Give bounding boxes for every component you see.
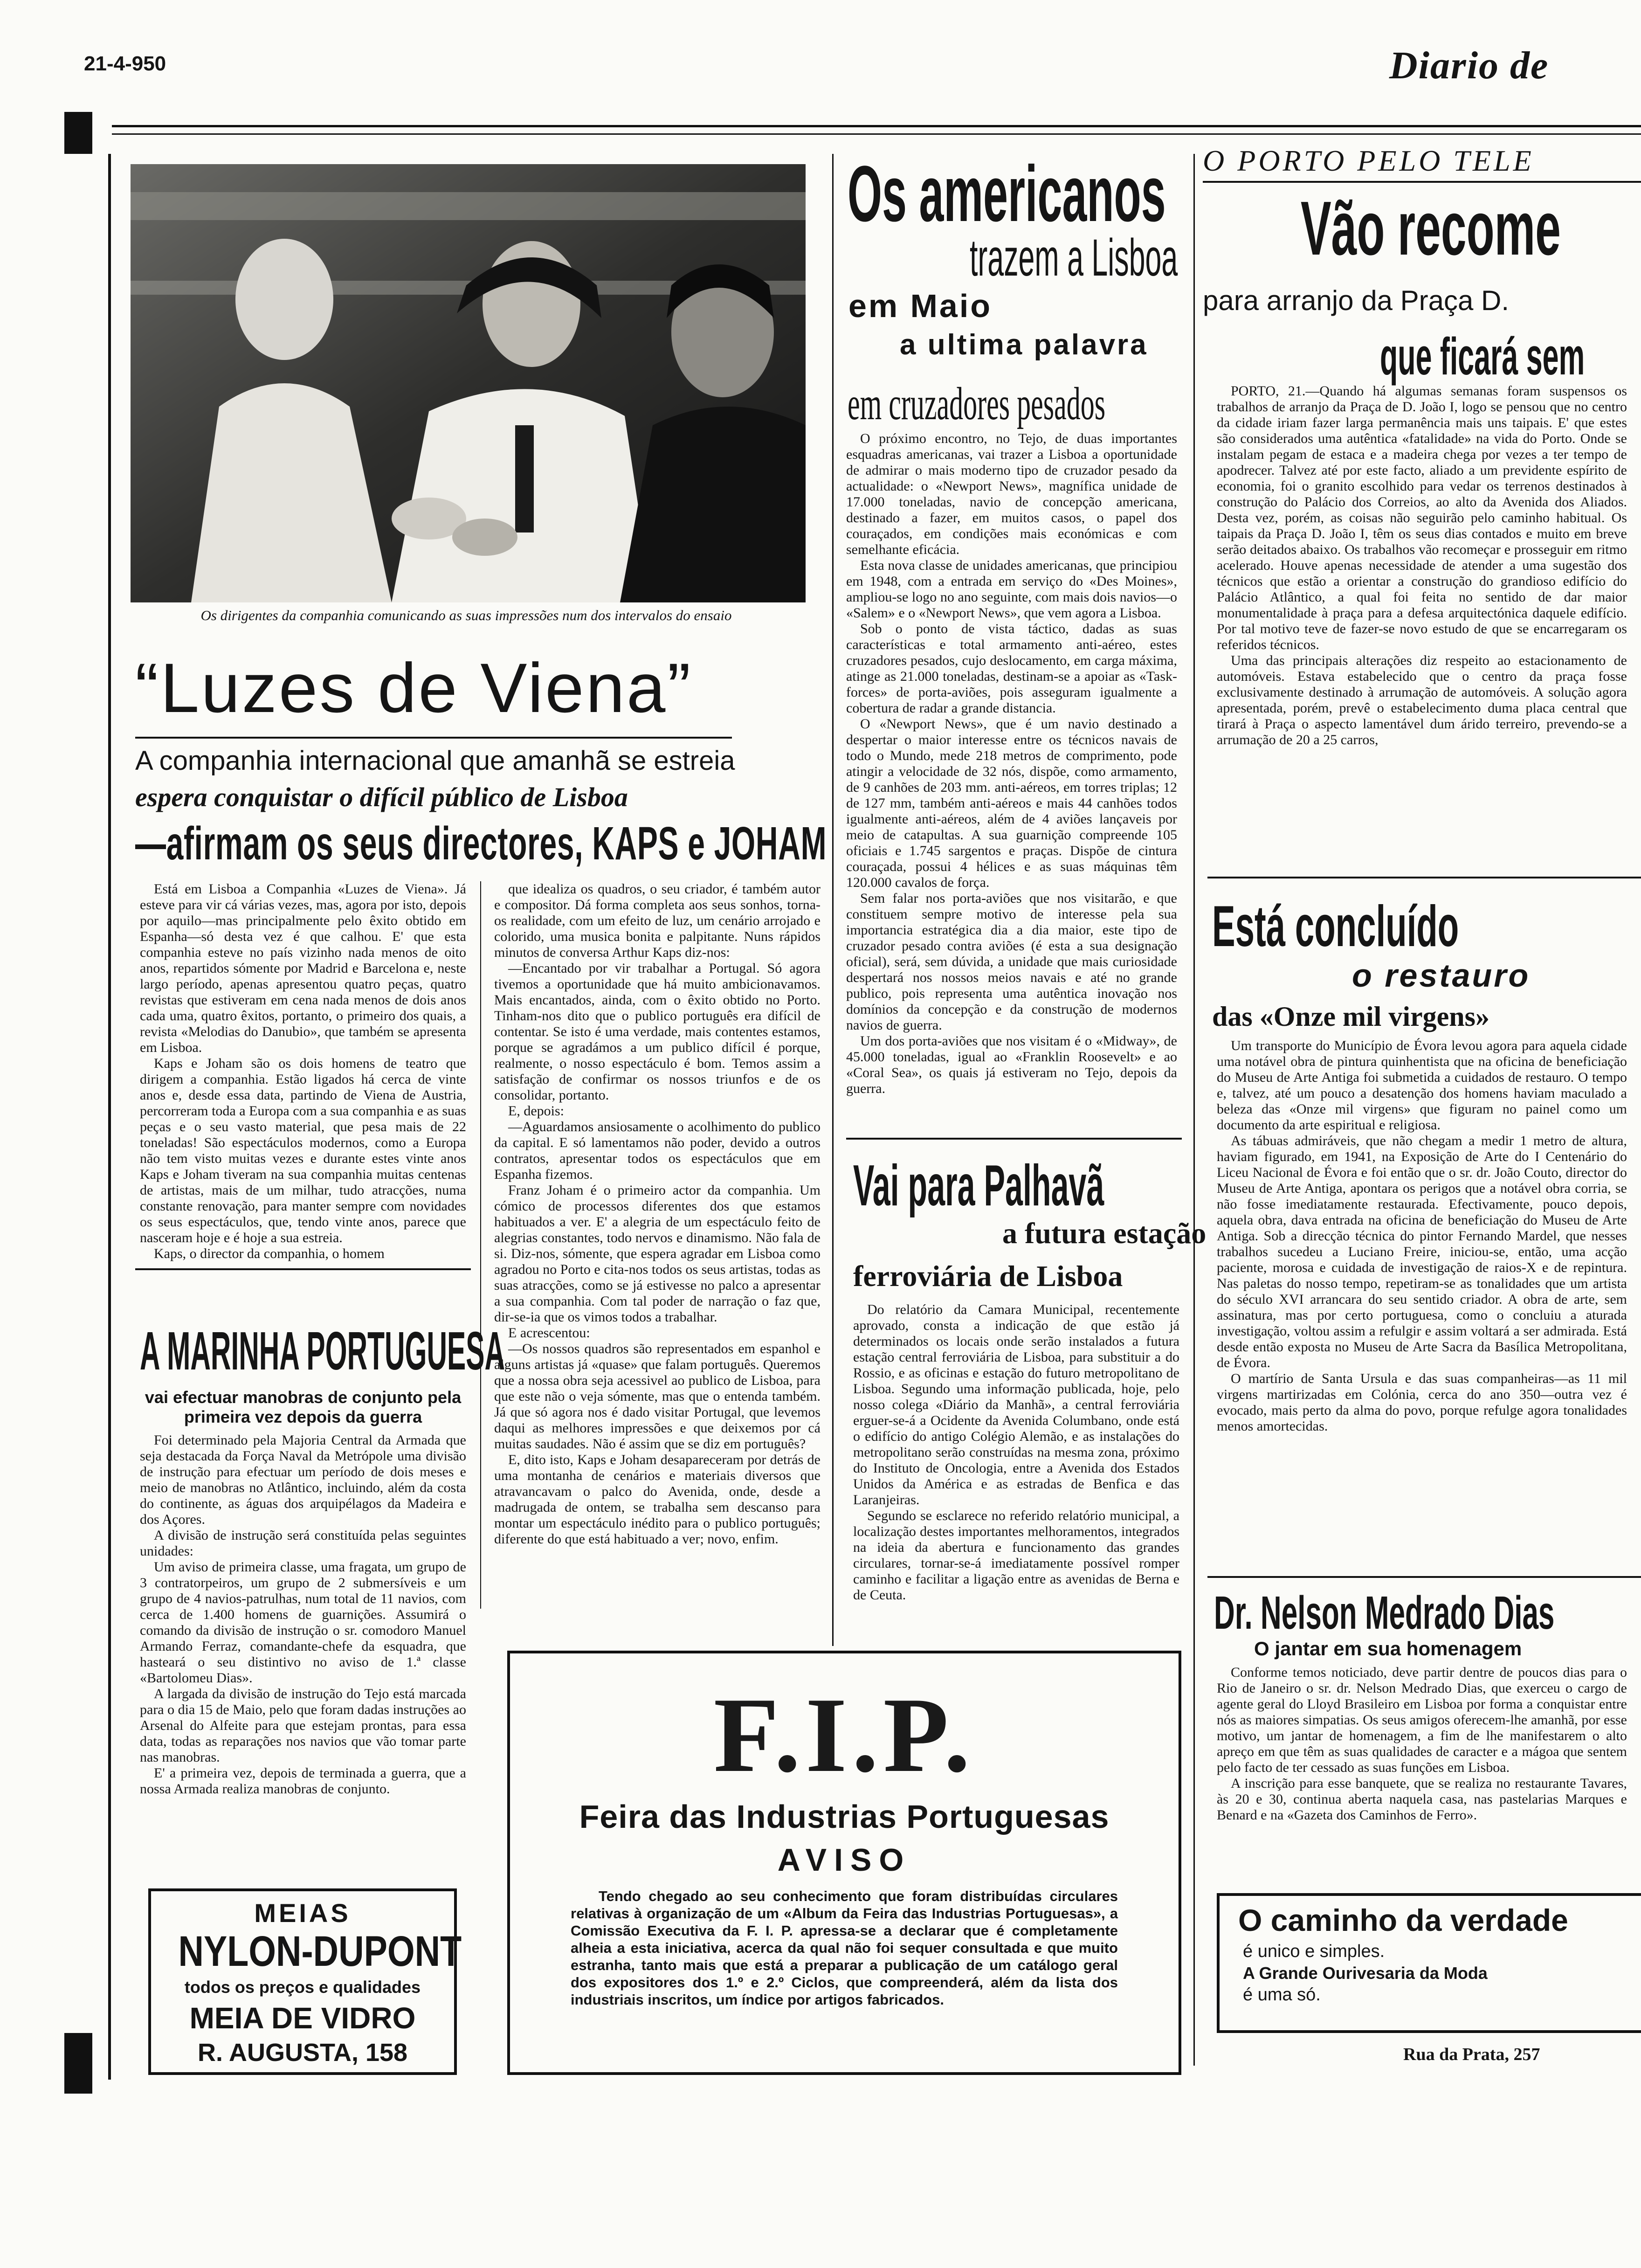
luzes-paragraph: —Encantado por vir trabalhar a Portugal. Só agora tivemos a oportunidade que há muito ambicionavamos. Mais encantados, ainda, com o êxito obtido no Porto. Tinham-nos dito que o publico português era difícil de contentar. Se isto é uma verdade, mais contentes estamos, porque se agradámos a um publico difícil é porque, realmente, o nosso espectáculo é bom. Temos assim a satisfação de confirmar os nossos triunfos e de os consolidar, portanto. (494, 961, 820, 1103)
marinha-paragraph: Foi determinado pela Majoria Central da Armada que seja destacada da Força Naval da Metrópole uma divisão de instrução para efectuar um período de dois meses e meio de manobras no Atlântico, incluindo, além da costa do continente, as águas dos arquipélagos da Madeira e dos Açores. (140, 1432, 466, 1527)
americanos-paragraph: O «Newport News», que é um navio destinado a despertar o maior interesse entre os técnicos navais de todo o Mundo, mede 218 metros de comprimento, pode atingir a velocidade de 32 nós, dispõe, como armamento, de 9 canhões de 203 mm. anti-aéreos, em torres triplas; 12 de 127 mm, também anti-aéreos e mais 44 canhões todos igualmente anti-aéreos, além de 4 aviões lançaveis por meio de catapultas. A sua guarnição compreende 105 oficiais e 1.745 sargentos e praças. Dispõe de cintura couraçada, possui 4 hélices e as suas máquinas têm 120.000 cavalos de força. (846, 716, 1177, 890)
medrado-h2: O jantar em sua homenagem (1254, 1638, 1522, 1660)
marinha-paragraph: E' a primeira vez, depois de terminada a guerra, que a nossa Armada realiza manobras de conjunto. (140, 1765, 466, 1797)
caminho-ad (1217, 1893, 1641, 2033)
palhava-h2: a futura estação (1002, 1217, 1207, 1250)
americanos-h2: trazem a Lisboa (970, 228, 1178, 287)
fip-logo: F.I.P. (713, 1675, 975, 1794)
luzes-paragraph: Está em Lisboa a Companhia «Luzes de Viena». Já esteve para vir cá várias vezes, mas, agora por isto, depois por aquilo—mas principalmente pelo êxito obtido em Espanha—só desta vez é que calhou. E' que esta companhia esteve no país vizinho nada menos de oito anos, repartidos sómente por Madrid e Barcelona e, neste largo período, apenas apresentou quatro peças, quatro revistas que estiveram em cena nada menos de dois anos cada uma, quatro êxitos, portanto, o primeiro dos quais, a revista «Melodias do Danubio», que também se apresenta em Lisboa. (140, 881, 466, 1055)
virgens-body (1217, 1038, 1627, 1434)
americanos-h1: Os americanos (848, 150, 1166, 238)
rehearsal-photo (131, 164, 806, 602)
luzes-paragraph: que idealiza os quadros, o seu criador, é também autor e compositor. Dá forma completa aos seus sonhos, torna-os realidade, com um efeito de luz, um cenário arrojado e colorido, uma musica bonita e palpitante. Nuns rápidos minutos de conversa Arthur Kaps diz-nos: (494, 881, 820, 960)
left-border-line (108, 154, 111, 2080)
luzes-deck-1: A companhia internacional que amanhã se estreia (135, 746, 735, 776)
caminho-ad-address: Rua da Prata, 257 (1403, 2045, 1540, 2064)
porto-h2: para arranjo da Praça D. (1203, 285, 1510, 316)
medrado-paragraph: Conforme temos noticiado, deve partir dentre de poucos dias para o Rio de Janeiro o sr. dr. Nelson Medrado Dias, que exerceu o cargo de agente geral do Lloyd Brasileiro em Lisboa por forma a conquistar entre nós as maiores simpatias. Os seus amigos oferecem-lhe amanhã, por esse motivo, um jantar de homenagem, a fim de lhe manifestarem o alto apreço em que têm as suas qualidades de caracter e a mágoa que sentem pelo facto de ter cessado as suas funções em Lisboa. (1217, 1665, 1627, 1775)
luzes-column-1 (140, 881, 466, 1262)
fip-ad (507, 1651, 1181, 2075)
luzes-paragraph: E acrescentou: (508, 1325, 590, 1341)
masthead: Diario de (1389, 44, 1549, 87)
caminho-ad-line3: é uma só. (1243, 1985, 1321, 2005)
virgens-h3: das «Onze mil virgens» (1212, 1001, 1489, 1032)
marinha-paragraph: A largada da divisão de instrução do Tejo está marcada para o dia 15 de Maio, pelo que foram dadas instruções ao Arsenal do Alfeite para que estejam prontas, para essa data, todas as reparações nos navios que vão tomar parte nas manobras. (140, 1686, 466, 1765)
luzes-headline-rule (135, 737, 732, 739)
luzes-paragraph: Kaps e Joham são os dois homens de teatro que dirigem a companhia. Estão ligados há cerca de vinte anos e, desde essa data, partindo de Viena de Austria, percorreram toda a Europa com a sua companhia e as suas peças e o seu vasto material, que pesa mais de 22 toneladas! São espectáculos modernos, como a Europa não tem visto muitas vezes e durante estes vinte anos Kaps e Joham tiveram na sua companhia muitas centenas de artistas, mais de um milhar, tudo atracções, numa constante renovação, para manter sempre com novidades os seus espectáculos, que, tendo vinte anos, parece que nasceram hoje e é hoje a sua estreia. (140, 1056, 466, 1245)
header-rule-top (112, 125, 1641, 127)
fip-aviso: AVISO (777, 1842, 911, 1878)
porto-paragraph: PORTO, 21.—Quando há algumas semanas foram suspensos os trabalhos de arranjo da Praça de D. João I, logo se pensou que no centro da cidade iriam fazer larga permanência mais uns taipais. E' que estes são considerados uma autêntica «fatalidade» na vida do Porto. Onde se instalam pegam de estaca e a madeira chega por vezes a ter tempo de apodrecer. Talvez até por este facto, aliado a um previdente espírito de economia, foi o granito escolhido para vedar os terrenos destinados à construção do Palácio dos Correios, ao alto da Avenida dos Aliados. Desta vez, porém, as coisas não seguirão pelo caminho habitual. Os taipais da Praça D. João I, têm os seus dias contados e muito em breve serão deitados abaixo. Os trabalhos vão recomeçar e prosseguir em ritmo acelerado. Houve apenas necessidade de atender a uma sugestão dos técnicos que estão a orientar a construção do grandioso edifício do Palácio Atlântico, a qual foi feita no sentido de dar maior monumentalidade à praça para a defesa arquitectónica daquele edifício. Por tal motivo teve de fazer-se novo estudo de que se encarregaram os referidos técnicos. (1217, 383, 1627, 652)
luzes-column-divider (480, 881, 481, 1609)
luzes-deck-3: —afirmam os seus directores, KAPS e JOHAM (135, 817, 827, 870)
virgens-paragraph: As tábuas admiráveis, que não chegam a medir 1 metro de altura, haviam figurado, em 1941, na Exposição de Arte do I Centenário do Liceu Nacional de Évora e foi então que o sr. dr. João Couto, director do Museu de Arte Antiga, apontara os perigos que a notável obra corria, se não fosse imediatamente restaurada. Efectivamente, pouco depois, aquela obra, dava entrada na oficina de beneficiação do Museu de Arte Antiga. Sob a direcção técnica do pintor Fernando Mardel, que nesses trabalhos sucedeu a Luciano Freire, iniciou-se, então, uma acção paciente, morosa e cuidada de investigação de raios-X e de repintura. Nas paletas do nosso tempo, repetiram-se as tonalidades que um artista do século XVI arrancara do seu sentido criador. A obra de arte, sem assinatura, mas por certo portuguesa, como o concluiu a aturada investigação, voltou assim a refulgir e assim voltará a ser admirada. Está desde então exposta no Museu de Arte Sacra da Basílica Metropolitana, de Évora. (1217, 1133, 1627, 1370)
luzes-paragraph: E, dito isto, Kaps e Joham desapareceram por detrás de uma montanha de cenários e materiais diversos que atravancavam o palco do Avenida, onde, desde a madrugada de ontem, se trabalha sem descanso para montar um espectáculo inédito para o publico português; diferente do que está habituado a ver; novo, enfim. (494, 1452, 820, 1547)
porto-paragraph: Uma das principais alterações diz respeito ao estacionamento de automóveis. Estava estabelecido que o centro da praça fosse exclusivamente destinado à arrumação de automóveis. A solução agora apresentada, porém, prevê o estabelecimento duma placa central que tirará à Praça o aspecto lamentável dum árido terreiro, prevendo-se a arrumação de 20 a 25 carros, (1217, 653, 1627, 747)
americanos-h3: em Maio (848, 288, 993, 324)
luzes-column-2 (494, 881, 820, 1547)
virgens-top-rule (1207, 877, 1641, 878)
virgens-h2: o restauro (1352, 957, 1531, 994)
americanos-paragraph: Sem falar nos porta-aviões que nos visitarão, e que constituem sempre motivo de interesse pela sua importancia estratégica dia a dia maior, este tipo de cruzador pesado contra aviões (é esta a sua designação oficial), será, sem dúvida, a unidade que mais curiosidade despertará nos nossos meios navais e até no grande publico, pois representa uma autêntica inovação nos domínios da concepção e da construção de modernos navios de guerra. (846, 891, 1177, 1033)
medrado-paragraph: A inscrição para esse banquete, que se realiza no restaurante Tavares, às 20 e 30, continua aberta naquela casa, nas pastelarias Marques e Benard e na «Gazeta dos Caminhos de Ferro». (1217, 1776, 1627, 1823)
luzes-paragraph: —Aguardamos ansiosamente o acolhimento do publico da capital. E só lamentamos não poder, devido a outros contratos, apresentar todos os espectáculos que em Espanha fizemos. (494, 1119, 820, 1182)
header-rule-bottom (112, 133, 1641, 135)
americanos-h4: a ultima palavra (900, 329, 1148, 361)
photo-caption: Os dirigentes da companhia comunicando as suas impressões num dos intervalos do ensaio (200, 607, 732, 623)
column-rule-1 (832, 154, 834, 1646)
medrado-top-rule (1207, 1576, 1641, 1578)
luzes-paragraph: Franz Joham é o primeiro actor da companhia. Um cómico de processos diferentes dos que estamos habituados a ver. E' a alegria de um espectáculo feito de alegrias constantes, todo nervos e dinamismo. Não fala de si. Diz-nos, sómente, que espera agradar em Lisboa como agradou no Porto e cita-nos todos os seus artistas, todas as suas atracções, como se já estivesse no palco a apresentar a sua companhia. Com tal poder de narração o faz que, dir-se-ia que os vimos todos a trabalhar. (494, 1182, 820, 1325)
americanos-paragraph: Esta nova classe de unidades americanas, que principiou em 1948, com a entrada em serviço do «Des Moines», ampliou-se logo no ano seguinte, com mais dois navios—o «Salem» e o «Newport News», que vem agora a Lisboa. (846, 558, 1177, 621)
luzes-headline: “Luzes de Viena” (135, 649, 693, 727)
palhava-h3: ferroviária de Lisboa (853, 1259, 1123, 1293)
marinha-subhead: vai efectuar manobras de conjunto pela primeira vez depois da guerra (145, 1388, 462, 1426)
luzes-deck-2: espera conquistar o difícil público de Lisboa (135, 782, 628, 812)
americanos-paragraph: Um dos porta-aviões que nos visitam é o «Midway», de 45.000 toneladas, igual ao «Franklin Roosevelt» e ao «Coral Sea», os quais já estiveram no Tejo, depois da guerra. (846, 1033, 1177, 1096)
marinha-paragraph: A divisão de instrução será constituída pelas seguintes unidades: (140, 1528, 466, 1559)
porto-h1: Vão recome (1301, 186, 1561, 271)
virgens-paragraph: Um transporte do Município de Évora levou agora para aquela cidade uma notável obra de pintura quinhentista que na oficina de beneficiação do Museu de Arte Antiga foi submetida a cuidados de restauro. O tempo e, talvez, até um pouco a desatenção dos homens haviam maculado a beleza das «Onze mil virgens» que figuram no painel como um documento da arte espiritual e religiosa. (1217, 1038, 1627, 1133)
americanos-h5: em cruzadores pesados (848, 378, 1106, 429)
fip-notice: Tendo chegado ao seu conhecimento que foram distribuídas circulares relativas à organização de um «Album da Feira das Industrias Portuguesas», a Comissão Executiva da F. I. P. apressa-se a declarar que é completamente alheia a esta iniciativa, acerca da qual não foi sequer consultada e que muito estranha, tanto mais que está a preparar a publicação de um catálogo geral dos expositores dos 1.º e 2.º Ciclos, que compreenderá, além da lista dos industriais inscritos, um índice por artigos fabricados. (571, 1888, 1118, 2008)
medrado-body (1217, 1665, 1627, 1823)
palhava-h1: Vai para Palhavã (853, 1154, 1104, 1218)
porto-h3: que ficará sem (1380, 327, 1585, 386)
luzes-paragraph: —Os nossos quadros são representados em espanhol e alguns artistas já «quase» que falam português. Queremos que a nossa obra seja acessivel ao publico de Lisboa, para que este não o veja sómente, mas que o entenda também. Já que só agora nos é dado visitar Portugal, que levemos daqui as melhores impressões e que deixemos por cá muitas saudades. Não é assim que se diz em português? (494, 1341, 820, 1452)
palhava-paragraph: Do relatório da Camara Municipal, recentemente aprovado, consta a indicação de que estão já determinados os locais onde serão instalados a futura estação central ferroviária de Lisboa, para substituir a do Rossio, e as oficinas e estação do futuro metropolitano de Lisboa. Segundo uma informação publicada, hoje, pelo nosso colega «Diário da Manhã», a central ferroviária erguer-se-á a Ocidente da Avenida Columbano, onde está o edifício do antigo Colégio Alemão, e as instalações do metropolitano serão construídas na mesma zona, próximo do Instituto de Oncologia, entre a Avenida dos Estados Unidos da América e as estradas de Benfica e das Laranjeiras. (853, 1302, 1179, 1507)
virgens-h1: Está concluído (1212, 894, 1459, 959)
meias-ad-line3: todos os preços e qualidades (184, 1978, 421, 1997)
meias-ad-line1: MEIAS (254, 1898, 351, 1928)
porto-body (1217, 383, 1627, 748)
marinha-body (140, 1432, 466, 1797)
caminho-ad-title: O caminho da verdade (1238, 1903, 1568, 1937)
meias-ad-line5: R. AUGUSTA, 158 (197, 2039, 408, 2067)
medrado-h1: Dr. Nelson Medrado Dias (1214, 1587, 1555, 1639)
caminho-ad-line2: A Grande Ourivesaria da Moda (1243, 1964, 1488, 1983)
caminho-ad-line1: é unico e simples. (1243, 1942, 1385, 1961)
marinha-headline: A MARINHA PORTUGUESA (140, 1321, 505, 1381)
marinha-paragraph: Um aviso de primeira classe, uma fragata, um grupo de 3 contratorpeiros, um grupo de 2 submersíveis e um grupo de 4 navios-patrulhas, num total de 11 navios, com cerca de 1.400 homens de guarnições. Assumirá o comando da divisão de instrução o sr. comodoro Manuel Armando Ferraz, comandante-chefe da esquadra, que hasteará o seu distintivo no aviso de 1.ª classe «Bartolomeu Dias». (140, 1559, 466, 1686)
palhava-paragraph: Segundo se esclarece no referido relatório municipal, a localização destes importantes melhoramentos, integrados na ideia da abertura e funcionamento das grandes circulares, tornar-se-á imediatamente possível romper caminho e facilitar a ligação entre as avenidas de Berna e de Ceuta. (853, 1508, 1179, 1603)
column-rule-2 (1193, 154, 1195, 2066)
porto-kicker: O PORTO PELO TELE (1203, 144, 1534, 177)
porto-kicker-rule (1203, 181, 1641, 183)
palhava-body (853, 1302, 1179, 1603)
meias-ad-line4: MEIA DE VIDRO (189, 2001, 416, 2035)
americanos-body (846, 431, 1177, 1097)
fip-title: Feira das Industrias Portuguesas (579, 1798, 1110, 1835)
palhava-top-rule (846, 1138, 1182, 1140)
meias-ad (148, 1888, 462, 2075)
luzes-paragraph: Kaps, o director da companhia, o homem (154, 1246, 385, 1261)
meias-ad-line2: NYLON-DUPONT (178, 1928, 462, 1975)
americanos-paragraph: O próximo encontro, no Tejo, de duas importantes esquadras americanas, vai trazer a Lisboa a oportunidade de admirar o mais moderno tipo de cruzador pesado da actualidade: o «Newport News», magnífica unidade de 17.000 toneladas, navio de concepção americana, destinado a fazer, em muitos casos, o papel dos couraçados, em condições mais económicas e com semelhante eficácia. (846, 431, 1177, 557)
left-margin-bar (64, 112, 92, 154)
marinha-top-rule (135, 1268, 471, 1270)
page-date: 21-4-950 (84, 52, 166, 75)
virgens-paragraph: O martírio de Santa Ursula e das suas companheiras—as 11 mil virgens martirizadas em Colónia, cerca do ano 350—outra vez é evocado, mais perto da alma do povo, porque refulge agora tonalidades menos amortecidas. (1217, 1371, 1627, 1434)
americanos-paragraph: Sob o ponto de vista táctico, dadas as suas características e total armamento anti-aéreo, estes cruzadores pesados, cujo deslocamento, em carga máxima, atinge as 21.000 toneladas, destinam-se a apoiar as «Task-forces» de porta-aviões, pois asseguram igualmente a cobertura de radar a grande distancia. (846, 621, 1177, 716)
luzes-paragraph: E, depois: (508, 1103, 564, 1119)
photo-illustration (131, 164, 806, 602)
left-margin-bar-bottom (64, 2033, 92, 2094)
